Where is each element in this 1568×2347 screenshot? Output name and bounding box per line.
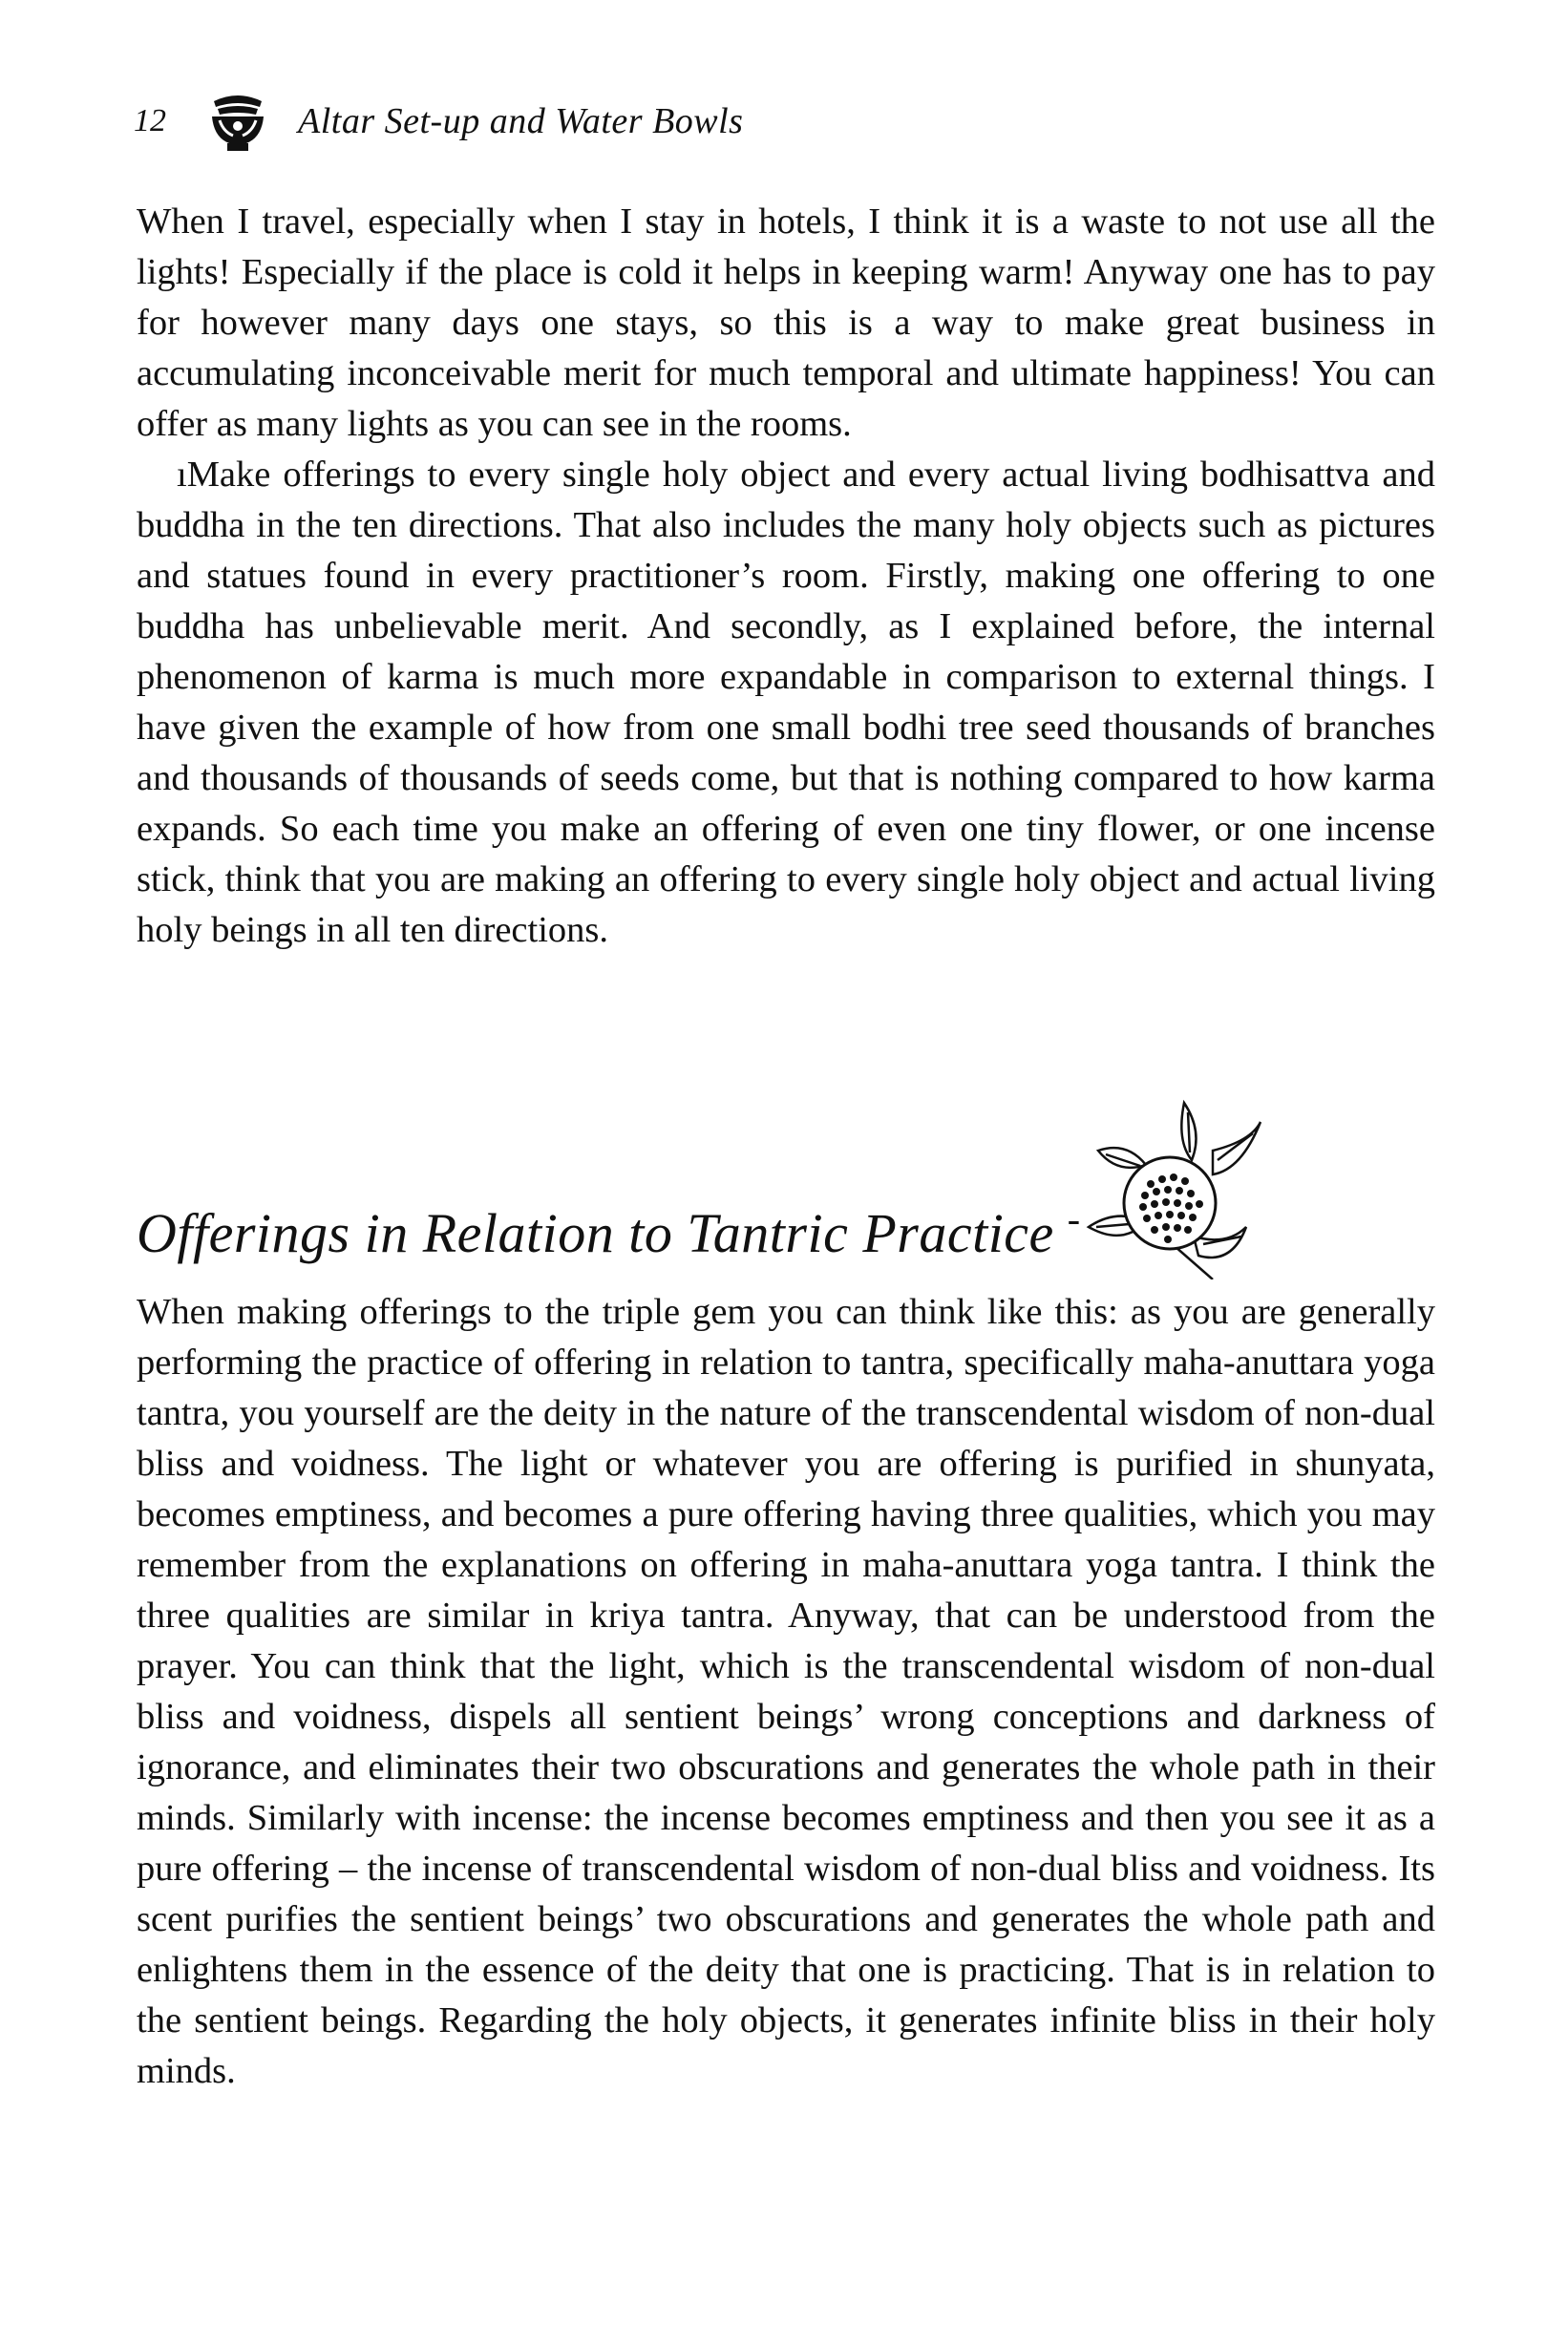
section-heading-text: Offerings in Relation to Tantric Practice (137, 1202, 1054, 1264)
offering-bowl-icon (204, 88, 271, 155)
section-heading (137, 1197, 1081, 1265)
paragraph-3: When making offerings to the triple gem you can think like this: as you are generally performing the practice of offering in relation to tantra, specifically maha-anuttara yoga tantra, you yourself are the deity in the nature of the transcendental wisdom of non-dual bliss and voidness. The light or whatever you are offering is purified in shunyata, becomes emptiness, and becomes a pure offering having three qualities, which you may remember from the explanations on offering in maha-anuttara yoga tantra. I think the three qualities are similar in kriya tantra. Anyway, that can be understood from the prayer. You can think that the light, which is the transcendental wisdom of non-dual bliss and voidness, dispels all sentient beings’ wrong conceptions and darkness of ignorance, and eliminates their two obscurations and generates the whole path in their minds. Similarly with incense: the incense becomes emptiness and then you see it as a pure offering – the incense of transcendental wisdom of non-dual bliss and voidness. Its scent purifies the sentient beings’ two obscurations and generates the whole path and enlightens them in the essence of the deity that one is practicing. That is in relation to the sentient beings. Regarding the holy objects, it generates infinite bliss in their holy minds. (137, 1292, 1435, 2091)
running-title: Altar Set-up and Water Bowls (298, 101, 744, 141)
paragraph-2: ıMake offerings to every single holy object and every actual living bodhisattva and buddha in the ten directions. That also includes the many holy objects such as pictures and statues found in every practitioner’s room. Firstly, making one offering to one buddha has unbelievable merit. And secondly, as I explained before, the internal phenomenon of karma is much more expandable in comparison to external things. I have given the example of how from one small bodhi tree seed thousands of branches and thousands of thousands of seeds come, but that is nothing compared to how karma expands. So each time you make an offering of even one tiny flower, or one incense stick, think that you are making an offering to every single holy object and actual living holy beings in all ten directions. (137, 455, 1435, 950)
page-number: 12 (134, 103, 166, 138)
paragraph-1: When I travel, especially when I stay in hotels, I think it is a waste to not use all the lights! Especially if the place is cold it helps in keeping warm! Anyway one has to pay for however many days one stays, so this is a way to make great business in accumulating inconceivable merit for much temporal and ultimate happiness! You can offer as many lights as you can see in the rooms. (137, 201, 1435, 444)
flower-ornament-icon (1067, 1084, 1265, 1279)
section-2-body (137, 1287, 1435, 2097)
section-1-body (137, 197, 1435, 956)
running-head (134, 88, 743, 155)
heading-mark: - (1067, 1197, 1081, 1240)
